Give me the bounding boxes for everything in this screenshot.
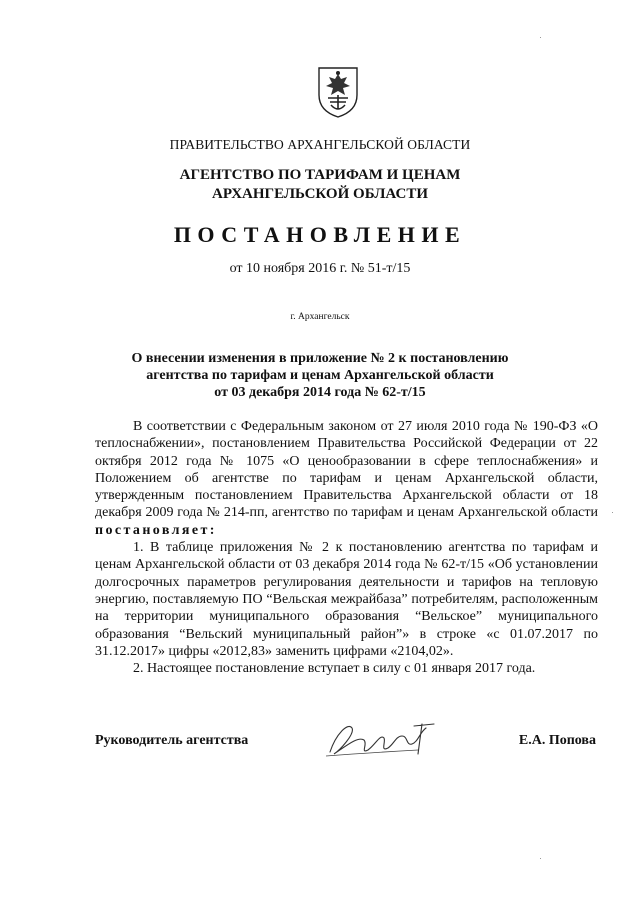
item-2-paragraph: 2. Настоящее постановление вступает в силу с 01 января 2017 года. (133, 661, 536, 677)
agency-title (0, 166, 640, 204)
signatory-name: Е.А. Попова (518, 733, 596, 748)
document-city: г. Архангельск (290, 312, 350, 322)
scan-speck (612, 512, 613, 513)
signatory-position: Руководитель агентства (95, 733, 249, 748)
preamble-text: В соответствии с Федеральным законом от 27 июля 2010 года № 190-ФЗ «О теплоснабжении», постановлением Правительства Российской Федерации от 22 октября 2012 года № 1075 «О ценообразовании в сфере теплоснабжения» и Положением об агентстве по тарифам и ценам Архангельской области, утвержденным постановлением Правительства Архангельской области от 18 декабря 2009 года № 214-пп, агентство по тарифам и ценам Архангельской области (95, 419, 598, 521)
item-1-paragraph: 1. В таблице приложения № 2 к постановлению агентства по тарифам и ценам Архангельской области от 03 декабря 2014 года № 62-т/15 «Об установлении долгосрочных параметров регулирования деятельности и тарифов на тепловую энергию, поставляемую ПО “Вельская межрайбаза” потребителям, расположенным на территории муниципального образования “Вельское” муниципального образования “Вельский муниципальный район”» в строке «с 01.07.2017 по 31.12.2017» цифры «2012,83» заменить цифрами «2104,02». (95, 540, 598, 659)
document-type: ПОСТАНОВЛЕНИЕ (173, 222, 467, 247)
subject-line1: О внесении изменения в приложение № 2 к постановлению (131, 351, 509, 366)
document-date-number: от 10 ноября 2016 г. № 51-т/15 (229, 261, 411, 276)
preamble-paragraph (95, 418, 598, 539)
government-title: ПРАВИТЕЛЬСТВО АРХАНГЕЛЬСКОЙ ОБЛАСТИ (169, 137, 471, 152)
document-body (95, 418, 598, 677)
agency-title-line2: АРХАНГЕЛЬСКОЙ ОБЛАСТИ (212, 186, 428, 202)
coat-of-arms-icon (316, 65, 360, 119)
scan-speck (540, 37, 541, 38)
document-subject (0, 350, 640, 401)
subject-line3: от 03 декабря 2014 года № 62-т/15 (214, 385, 426, 400)
resolves-word: постановляет: (95, 522, 217, 538)
subject-line2: агентства по тарифам и ценам Архангельской области (146, 368, 494, 383)
agency-title-line1: АГЕНТСТВО ПО ТАРИФАМ И ЦЕНАМ (179, 167, 461, 183)
scan-speck (540, 858, 541, 859)
handwritten-signature (322, 714, 442, 764)
